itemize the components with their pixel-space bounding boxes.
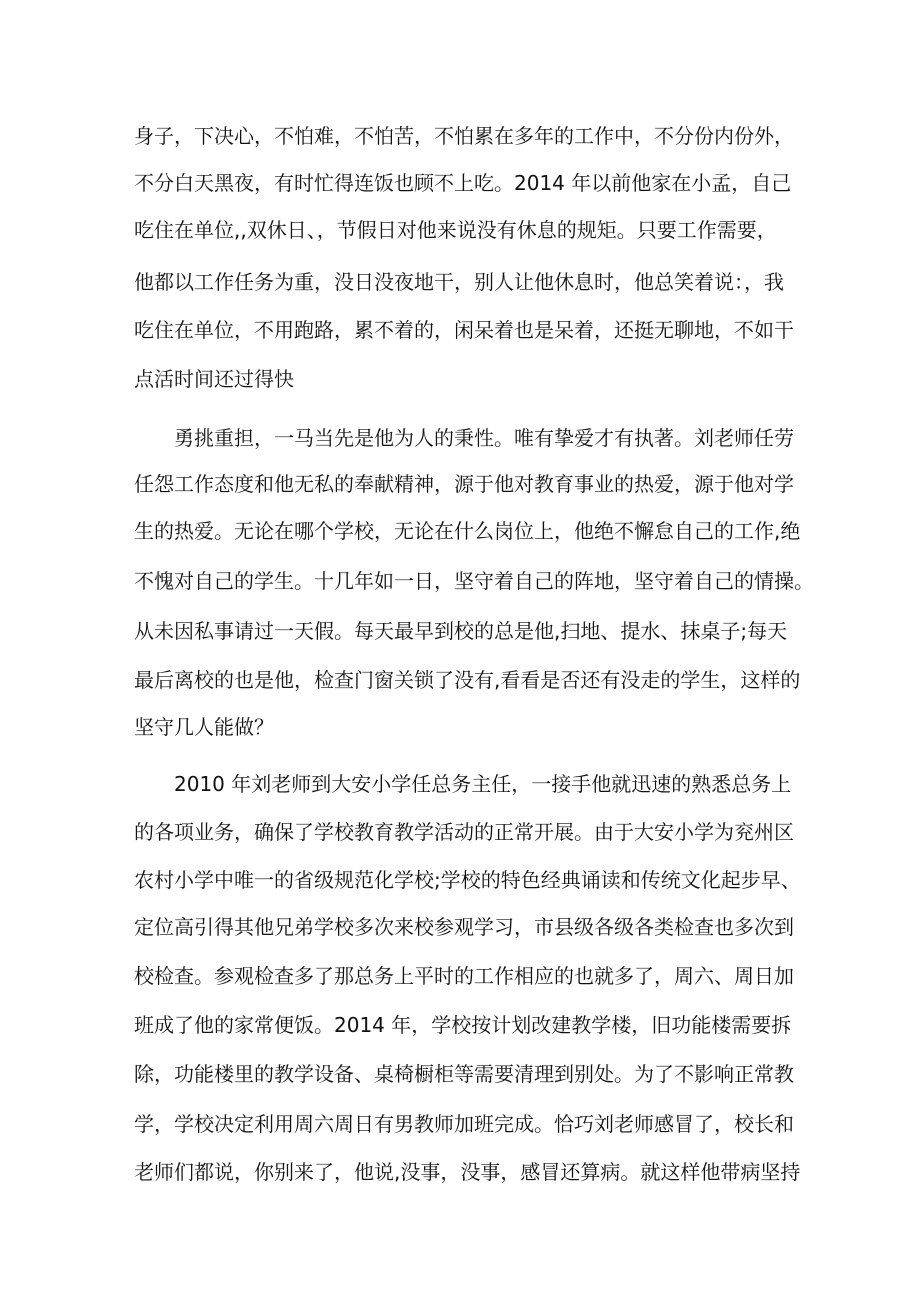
text-line: 校检查。参观检查多了那总务上平时的工作相应的也就多了，周六、周日加 [134,964,794,988]
text-line: 不分白天黑夜，有时忙得连饭也顾不上吃。2014 年以前他家在小孟，自己 [134,171,792,195]
text-line: 学，学校决定利用周六周日有男教师加班完成。恰巧刘老师感冒了，校长和 [134,1112,794,1136]
text-line: 不愧对自己的学生。十几年如一日，坚守着自己的阵地，坚守着自己的情操。 [134,569,814,593]
text-line: 勇挑重担，一马当先是他为人的秉性。唯有挚爱才有执著。刘老师任劳 [174,426,794,450]
text-line: 2010 年刘老师到大安小学任总务主任，一接手他就迅速的熟悉总务上 [174,772,792,796]
text-line: 除，功能楼里的教学设备、桌椅橱柜等需要清理到别处。为了不影响正常教 [134,1062,794,1086]
text-line: 点活时间还过得快 [134,367,294,391]
text-line: 老师们都说，你别来了，他说,没事，没事，感冒还算病。就这样他带病坚持 [134,1160,801,1184]
text-line: 定位高引得其他兄弟学校多次来校参观学习，市县级各级各类检查也多次到 [134,915,794,939]
text-line: 任怨工作态度和他无私的奉献精神，源于他对教育事业的热爱，源于他对学 [134,472,794,496]
text-line: 生的热爱。无论在哪个学校，无论在什么岗位上，他绝不懈怠自己的工作,绝 [134,519,801,543]
text-line: 身子，下决心，不怕难，不怕苦，不怕累在多年的工作中，不分份内份外， [134,124,794,148]
text-line: 吃住在单位,,双休日、，节假日对他来说没有休息的规矩。只要工作需要， [134,218,777,242]
text-line: 坚守几人能做？ [134,715,274,739]
text-line: 班成了他的家常便饭。2014 年，学校按计划改建教学楼，旧功能楼需要拆 [134,1013,792,1037]
text-line: 农村小学中唯一的省级规范化学校;学校的特色经典诵读和传统文化起步早、 [134,868,801,892]
text-line: 吃住在单位，不用跑路，累不着的，闲呆着也是呆着，还挺无聊地，不如干 [134,318,794,342]
text-line: 最后离校的也是他，检查门窗关锁了没有,看看是否还有没走的学生，这样的 [134,668,801,692]
text-line: 的各项业务，确保了学校教育教学活动的正常开展。由于大安小学为兖州区 [134,820,794,844]
text-line: 从未因私事请过一天假。每天最早到校的总是他,扫地、提水、抹桌子;每天 [134,619,788,643]
text-line: 他都以工作任务为重，没日没夜地干，别人让他休息时，他总笑着说：，我 [134,270,784,294]
